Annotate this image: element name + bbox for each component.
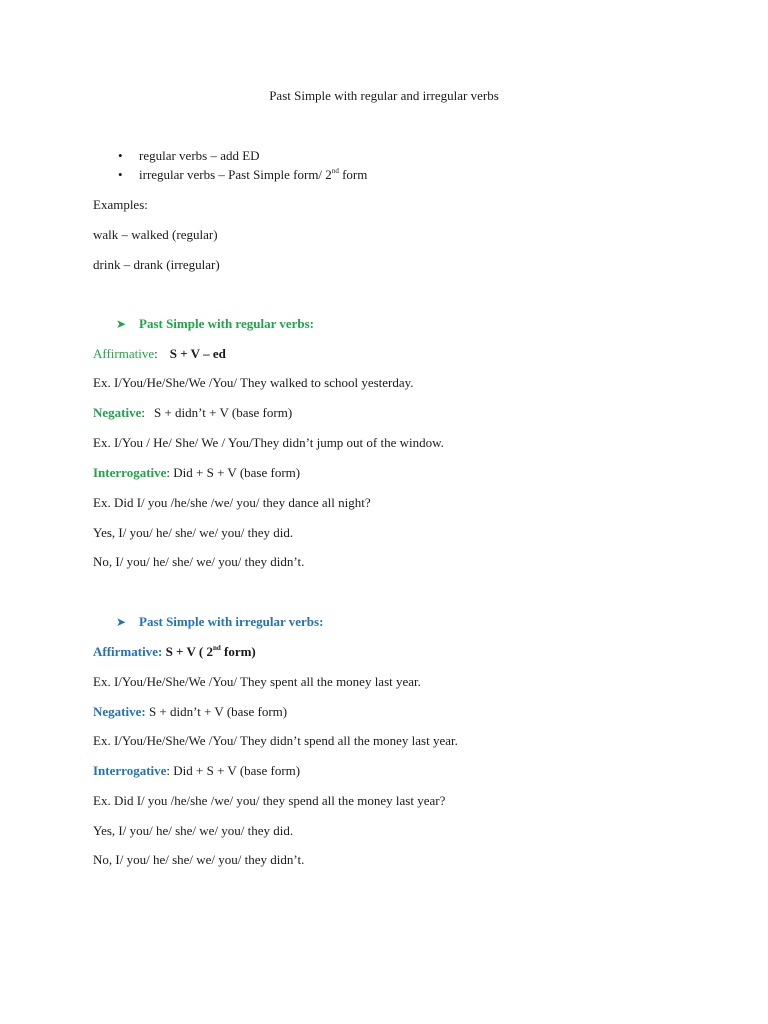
regular-negative-rule	[93, 405, 292, 421]
bullet-dot-icon: •	[118, 167, 123, 182]
regular-no-answer: No, I/ you/ he/ she/ we/ you/ they didn’t.	[93, 554, 305, 569]
regular-section-heading: Past Simple with regular verbs:	[139, 316, 315, 331]
irregular-affirmative-example: Ex. I/You/He/She/We /You/ They spent all the money last year.	[93, 674, 421, 689]
irregular-negative-example: Ex. I/You/He/She/We /You/ They didn’t spend all the money last year.	[93, 733, 458, 748]
irregular-section-heading: Past Simple with irregular verbs:	[139, 614, 324, 629]
negative-formula: S + didn’t + V (base form)	[148, 704, 288, 719]
regular-affirmative-rule	[93, 346, 226, 362]
regular-affirmative-example: Ex. I/You/He/She/We /You/ They walked to school yesterday.	[93, 375, 414, 390]
interrogative-formula: : Did + S + V (base form)	[166, 465, 301, 480]
rule-irregular-form: form	[338, 167, 368, 182]
examples-label: Examples:	[93, 197, 148, 212]
affirmative-formula-form: form)	[220, 644, 256, 659]
affirmative-formula: S + V – ed	[169, 346, 226, 361]
bullet-dot-icon: •	[118, 148, 123, 163]
irregular-affirmative-rule	[93, 644, 256, 660]
regular-interrogative-rule	[93, 465, 300, 481]
irregular-interrogative-example: Ex. Did I/ you /he/she /we/ you/ they spend all the money last year?	[93, 793, 446, 808]
affirmative-formula-sup: nd	[212, 643, 221, 652]
affirmative-label: Affirmative:	[93, 644, 163, 659]
interrogative-formula: : Did + S + V (base form)	[166, 763, 301, 778]
document-title: Past Simple with regular and irregular verbs	[269, 88, 499, 103]
affirmative-colon: :	[154, 346, 158, 361]
negative-label: Negative	[93, 405, 142, 420]
regular-yes-answer: Yes, I/ you/ he/ she/ we/ you/ they did.	[93, 525, 294, 540]
rule-irregular-text: irregular verbs – Past Simple form/ 2	[139, 167, 332, 182]
regular-negative-example: Ex. I/You / He/ She/ We / You/They didn’t jump out of the window.	[93, 435, 444, 450]
affirmative-formula	[166, 644, 256, 659]
regular-interrogative-example: Ex. Did I/ you /he/she /we/ you/ they dance all night?	[93, 495, 371, 510]
example-irregular: drink – drank (irregular)	[93, 257, 220, 272]
negative-colon: :	[141, 405, 145, 420]
negative-label: Negative:	[93, 704, 146, 719]
rule-regular: regular verbs – add ED	[139, 148, 260, 163]
example-regular: walk – walked (regular)	[93, 227, 218, 242]
interrogative-label: Interrogative	[93, 763, 167, 778]
affirmative-formula-text: S + V ( 2	[165, 644, 213, 659]
irregular-interrogative-rule	[93, 763, 300, 779]
affirmative-label: Affirmative	[93, 346, 155, 361]
rule-irregular	[139, 167, 367, 183]
irregular-negative-rule	[93, 704, 287, 720]
interrogative-label: Interrogative	[93, 465, 167, 480]
irregular-no-answer: No, I/ you/ he/ she/ we/ you/ they didn’t.	[93, 852, 305, 867]
rule-irregular-sup: nd	[331, 166, 339, 175]
negative-formula: S + didn’t + V (base form)	[154, 405, 293, 420]
irregular-yes-answer: Yes, I/ you/ he/ she/ we/ you/ they did.	[93, 823, 294, 838]
arrow-bullet-icon: ➤	[116, 317, 127, 331]
arrow-bullet-icon: ➤	[116, 615, 127, 629]
